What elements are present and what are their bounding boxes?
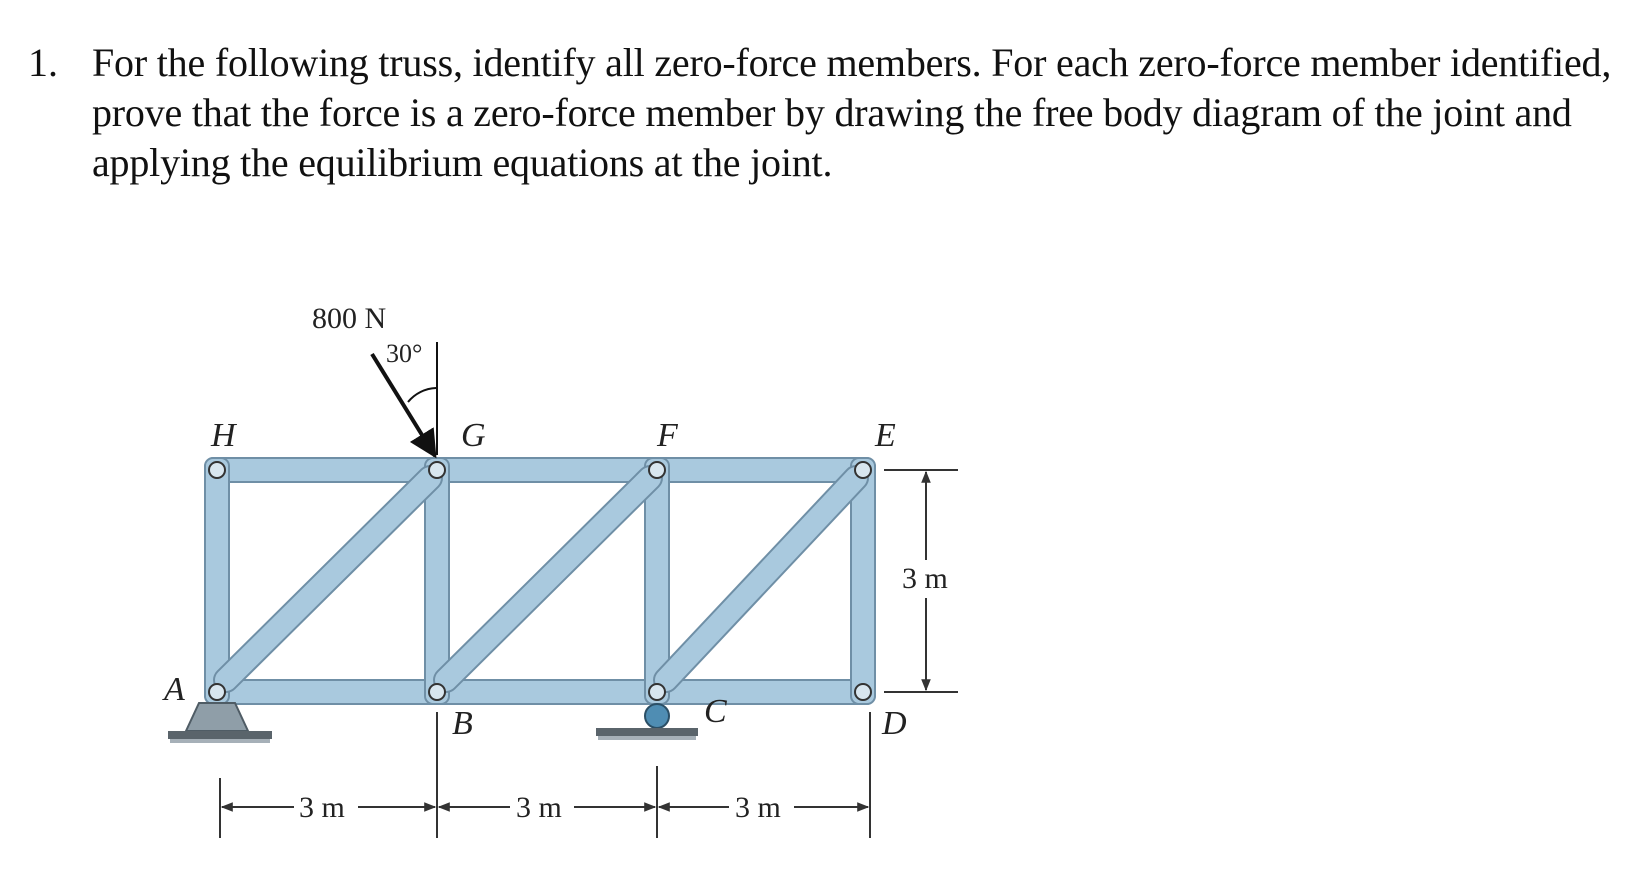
joint-label-e: E bbox=[875, 417, 896, 454]
pin-support-base bbox=[168, 731, 272, 739]
span-2-label: 3 m bbox=[516, 791, 562, 824]
pin-c bbox=[649, 684, 665, 700]
joint-label-h: H bbox=[211, 417, 236, 454]
span-1-label: 3 m bbox=[299, 791, 345, 824]
pin-f bbox=[649, 462, 665, 478]
joint-label-f: F bbox=[657, 417, 678, 454]
joint-label-a: A bbox=[164, 671, 185, 708]
member-ag bbox=[226, 478, 430, 680]
problem-text: For the following truss, identify all zero-force members. For each zero-force member identified, prove that the force is a zero-force member by drawing the free body diagram of the joint and applying the equilibrium equations at the joint. bbox=[92, 40, 1612, 185]
member-ce bbox=[666, 478, 856, 680]
load-angle: 30° bbox=[386, 339, 423, 368]
pin-support-ground bbox=[170, 739, 270, 743]
pin-d bbox=[855, 684, 871, 700]
truss-members bbox=[205, 458, 875, 704]
height-dimension-label: 3 m bbox=[902, 562, 948, 595]
member-top-chord bbox=[205, 458, 875, 482]
roller-support-c bbox=[596, 704, 698, 740]
pin-e bbox=[855, 462, 871, 478]
load-angle-arc bbox=[408, 388, 436, 402]
span-3-label: 3 m bbox=[735, 791, 781, 824]
joint-label-b: B bbox=[452, 705, 473, 742]
joint-label-d: D bbox=[882, 705, 907, 742]
joint-label-c: C bbox=[704, 693, 727, 730]
load-arrow bbox=[372, 354, 435, 456]
roller-ground bbox=[598, 736, 696, 740]
joint-label-g: G bbox=[461, 417, 486, 454]
pin-b bbox=[429, 684, 445, 700]
member-bottom-chord bbox=[205, 680, 875, 704]
load-magnitude: 800 N bbox=[312, 302, 387, 335]
pin-support-a bbox=[168, 703, 272, 743]
roller-base bbox=[596, 728, 698, 736]
height-dimension bbox=[884, 470, 958, 692]
pin-g bbox=[429, 462, 445, 478]
pin-support-body bbox=[186, 703, 248, 731]
problem-number: 1. bbox=[28, 40, 58, 85]
member-bf bbox=[446, 478, 650, 680]
pin-h bbox=[209, 462, 225, 478]
span-dimensions bbox=[220, 712, 870, 838]
pin-a bbox=[209, 684, 225, 700]
roller-wheel bbox=[645, 704, 669, 728]
load-800n bbox=[312, 302, 437, 456]
